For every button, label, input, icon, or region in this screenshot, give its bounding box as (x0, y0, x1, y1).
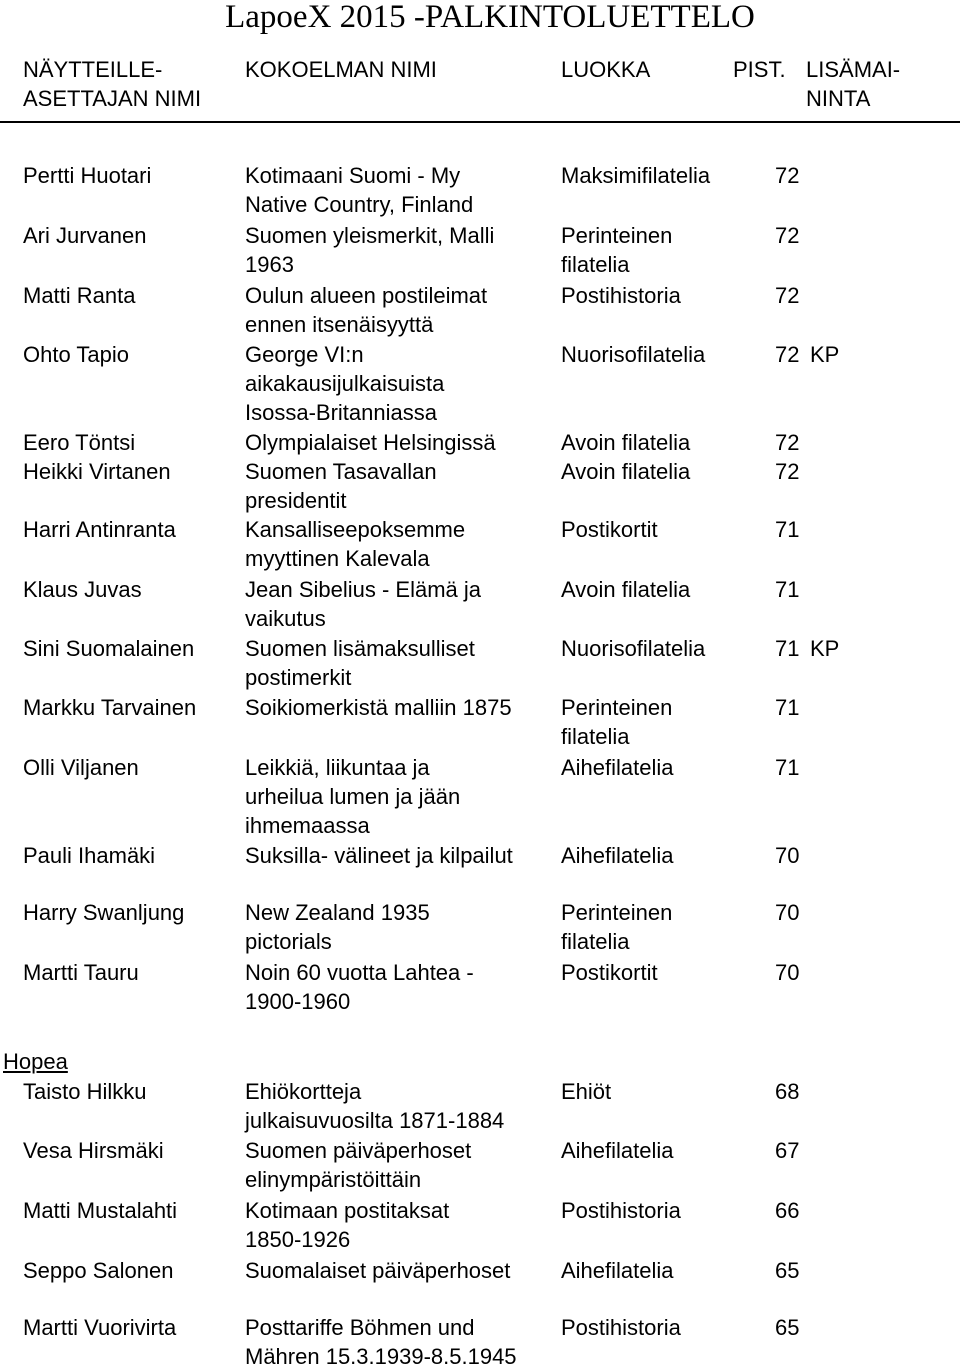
extra-award (810, 340, 839, 369)
exhibit-class (561, 634, 761, 663)
points-line: 66 (775, 1198, 800, 1223)
header-collection: KOKOELMAN NIMI (245, 57, 437, 82)
exhibitor-name (23, 1196, 177, 1225)
collection-name-line: ihmemaassa (245, 813, 370, 838)
collection-name-line: Soikiomerkistä malliin 1875 (245, 695, 512, 720)
exhibit-class (561, 340, 761, 369)
exhibit-class-line: Maksimifilatelia (561, 163, 711, 188)
collection-name-line: Native Country, Finland (245, 192, 474, 217)
collection-name-line: pictorials (245, 929, 332, 954)
points (775, 693, 799, 722)
points (775, 1196, 799, 1225)
exhibitor-name-line: Markku Tarvainen (23, 695, 197, 720)
header-extra-line2: NINTA (806, 86, 871, 111)
exhibit-class-line: Aihefilatelia (561, 755, 674, 780)
exhibitor-name-line: Pauli Ihamäki (23, 843, 156, 868)
exhibitor-name-line: Harry Swanljung (23, 900, 185, 925)
collection-name (245, 898, 555, 956)
exhibitor-name (23, 428, 135, 457)
collection-name-line: elinympäristöittäin (245, 1167, 422, 1192)
header-exhibitor (23, 55, 201, 113)
exhibit-class-line: Avoin filatelia (561, 430, 691, 455)
points (775, 898, 799, 927)
exhibitor-name-line: Vesa Hirsmäki (23, 1138, 164, 1163)
exhibitor-name-line: Matti Mustalahti (23, 1198, 178, 1223)
collection-name (245, 428, 555, 457)
points-line: 72 (775, 223, 800, 248)
points-line: 67 (775, 1138, 800, 1163)
collection-name-line: Isossa-Britanniassa (245, 400, 437, 425)
exhibit-class-line: Avoin filatelia (561, 577, 691, 602)
points-line: 71 (775, 755, 800, 780)
points-line: 72 (775, 163, 800, 188)
collection-name (245, 1196, 555, 1254)
exhibitor-name-line: Martti Tauru (23, 960, 139, 985)
collection-name (245, 281, 555, 339)
exhibit-class (561, 898, 761, 956)
exhibitor-name (23, 1313, 176, 1342)
points (775, 958, 799, 987)
exhibitor-name (23, 693, 196, 722)
header-exhibitor-line2: ASETTAJAN NIMI (23, 86, 202, 111)
collection-name-line: 1850-1926 (245, 1227, 351, 1252)
exhibit-class-line: Perinteinen (561, 695, 673, 720)
collection-name-line: Suomen päiväperhoset (245, 1138, 472, 1163)
exhibitor-name-line: Matti Ranta (23, 283, 136, 308)
points (775, 841, 799, 870)
exhibitor-name-line: Sini Suomalainen (23, 636, 195, 661)
exhibitor-name (23, 841, 155, 870)
exhibitor-name-line: Martti Vuorivirta (23, 1315, 177, 1340)
exhibitor-name-line: Seppo Salonen (23, 1258, 174, 1283)
points-line: 71 (775, 577, 800, 602)
collection-name-line: Suomen Tasavallan (245, 459, 437, 484)
extra-award-line: KP (810, 636, 840, 661)
exhibitor-name (23, 753, 139, 782)
collection-name (245, 693, 555, 722)
exhibitor-name (23, 281, 136, 310)
points-line: 65 (775, 1315, 800, 1340)
exhibitor-name (23, 634, 194, 663)
points-line: 71 (775, 695, 800, 720)
exhibitor-name (23, 958, 139, 987)
exhibit-class (561, 693, 761, 751)
points (775, 281, 799, 310)
points (775, 753, 799, 782)
collection-name (245, 221, 555, 279)
exhibit-class (561, 1136, 761, 1165)
exhibit-class-line: Postihistoria (561, 1315, 681, 1340)
collection-name-line: Oulun alueen postileimat (245, 283, 488, 308)
collection-name-line: urheilua lumen ja jään (245, 784, 461, 809)
collection-name (245, 958, 555, 1016)
collection-name-line: Mähren 15.3.1939-8.5.1945 (245, 1344, 517, 1369)
points-line: 72 (775, 430, 800, 455)
exhibit-class-line: Perinteinen (561, 223, 673, 248)
points-line: 70 (775, 843, 800, 868)
exhibit-class-line: Postihistoria (561, 283, 681, 308)
points (775, 1313, 799, 1342)
exhibitor-name (23, 515, 176, 544)
exhibitor-name (23, 161, 151, 190)
collection-name-line: George VI:n (245, 342, 364, 367)
points-line: 71 (775, 517, 800, 542)
exhibit-class-line: Postikortit (561, 517, 658, 542)
exhibit-class-line: Aihefilatelia (561, 1138, 674, 1163)
collection-name (245, 457, 555, 515)
exhibitor-name-line: Taisto Hilkku (23, 1079, 147, 1104)
header-exhibitor-line1: NÄYTTEILLE- (23, 57, 163, 82)
exhibitor-name-line: Ari Jurvanen (23, 223, 147, 248)
points-line: 71 (775, 636, 800, 661)
collection-name (245, 1136, 555, 1194)
exhibit-class-line: filatelia (561, 252, 630, 277)
collection-name (245, 575, 555, 633)
exhibit-class-line: Avoin filatelia (561, 459, 691, 484)
header-points: PIST. (733, 57, 786, 82)
exhibit-class-line: Ehiöt (561, 1079, 612, 1104)
collection-name (245, 841, 555, 870)
collection-name-line: Jean Sibelius - Elämä ja (245, 577, 482, 602)
extra-award-line: KP (810, 342, 840, 367)
exhibit-class-line: Postihistoria (561, 1198, 681, 1223)
exhibitor-name-line: Olli Viljanen (23, 755, 139, 780)
exhibit-class-line: Perinteinen (561, 900, 673, 925)
exhibitor-name (23, 221, 147, 250)
exhibit-class (561, 1077, 761, 1106)
exhibit-class-line: filatelia (561, 929, 630, 954)
collection-name-line: Suomalaiset päiväperhoset (245, 1258, 511, 1283)
points (775, 575, 799, 604)
points (775, 634, 799, 663)
page-title: LapoeX 2015 -PALKINTOLUETTELO (225, 0, 755, 35)
collection-name (245, 634, 555, 692)
points (775, 340, 799, 369)
section-heading-silver: Hopea (3, 1049, 68, 1074)
exhibit-class (561, 281, 761, 310)
exhibitor-name-line: Eero Töntsi (23, 430, 136, 455)
collection-name-line: ennen itsenäisyyttä (245, 312, 434, 337)
collection-name-line: julkaisuvuosilta 1871-1884 (245, 1108, 505, 1133)
exhibit-class (561, 841, 761, 870)
exhibitor-name (23, 340, 129, 369)
header-class: LUOKKA (561, 57, 651, 82)
collection-name-line: Olympialaiset Helsingissä (245, 430, 496, 455)
exhibitor-name-line: Ohto Tapio (23, 342, 130, 367)
exhibitor-name (23, 457, 171, 486)
points (775, 1136, 799, 1165)
collection-name-line: Suomen yleismerkit, Malli (245, 223, 495, 248)
extra-award (810, 634, 839, 663)
exhibit-class (561, 753, 761, 782)
points-line: 72 (775, 342, 800, 367)
exhibitor-name-line: Pertti Huotari (23, 163, 152, 188)
exhibit-class-line: Aihefilatelia (561, 1258, 674, 1283)
header-extra-line1: LISÄMAI- (806, 57, 901, 82)
exhibit-class (561, 1313, 761, 1342)
exhibitor-name-line: Heikki Virtanen (23, 459, 171, 484)
collection-name-line: Ehiökortteja (245, 1079, 362, 1104)
exhibit-class (561, 958, 761, 987)
exhibitor-name (23, 1077, 146, 1106)
collection-name-line: Suksilla- välineet ja kilpailut (245, 843, 513, 868)
collection-name-line: vaikutus (245, 606, 326, 631)
points-line: 68 (775, 1079, 800, 1104)
exhibit-class (561, 1256, 761, 1285)
collection-name-line: Leikkiä, liikuntaa ja (245, 755, 430, 780)
points (775, 221, 799, 250)
exhibit-class (561, 1196, 761, 1225)
collection-name-line: Posttariffe Böhmen und (245, 1315, 475, 1340)
collection-name-line: Kansalliseepoksemme (245, 517, 466, 542)
exhibitor-name (23, 575, 142, 604)
points (775, 1256, 799, 1285)
collection-name (245, 515, 555, 573)
exhibitor-name-line: Klaus Juvas (23, 577, 142, 602)
exhibit-class (561, 428, 761, 457)
exhibit-class-line: Postikortit (561, 960, 658, 985)
collection-name (245, 161, 555, 219)
points-line: 70 (775, 960, 800, 985)
collection-name-line: Suomen lisämaksulliset (245, 636, 475, 661)
header-divider (0, 121, 960, 123)
points (775, 1077, 799, 1106)
collection-name-line: Kotimaani Suomi - My (245, 163, 461, 188)
header-extra (806, 55, 900, 113)
collection-name-line: postimerkit (245, 665, 352, 690)
points-line: 65 (775, 1258, 800, 1283)
collection-name-line: New Zealand 1935 (245, 900, 430, 925)
collection-name-line: Noin 60 vuotta Lahtea - (245, 960, 474, 985)
collection-name (245, 1077, 555, 1135)
collection-name-line: aikakausijulkaisuista (245, 371, 445, 396)
collection-name (245, 1256, 555, 1285)
points-line: 72 (775, 283, 800, 308)
collection-name (245, 1313, 555, 1371)
exhibit-class (561, 515, 761, 544)
points (775, 515, 799, 544)
points (775, 161, 799, 190)
exhibitor-name (23, 1256, 173, 1285)
exhibit-class-line: Aihefilatelia (561, 843, 674, 868)
points-line: 72 (775, 459, 800, 484)
exhibit-class-line: Nuorisofilatelia (561, 342, 706, 367)
points (775, 457, 799, 486)
exhibit-class-line: Nuorisofilatelia (561, 636, 706, 661)
exhibit-class (561, 575, 761, 604)
collection-name-line: 1963 (245, 252, 294, 277)
points (775, 428, 799, 457)
exhibit-class (561, 221, 761, 279)
collection-name (245, 340, 555, 427)
exhibitor-name-line: Harri Antinranta (23, 517, 176, 542)
collection-name-line: myyttinen Kalevala (245, 546, 430, 571)
exhibit-class (561, 457, 761, 486)
collection-name-line: Kotimaan postitaksat (245, 1198, 450, 1223)
points-line: 70 (775, 900, 800, 925)
collection-name (245, 753, 555, 840)
exhibit-class-line: filatelia (561, 724, 630, 749)
exhibitor-name (23, 1136, 164, 1165)
collection-name-line: presidentit (245, 488, 347, 513)
exhibitor-name (23, 898, 184, 927)
collection-name-line: 1900-1960 (245, 989, 351, 1014)
exhibit-class (561, 161, 761, 190)
